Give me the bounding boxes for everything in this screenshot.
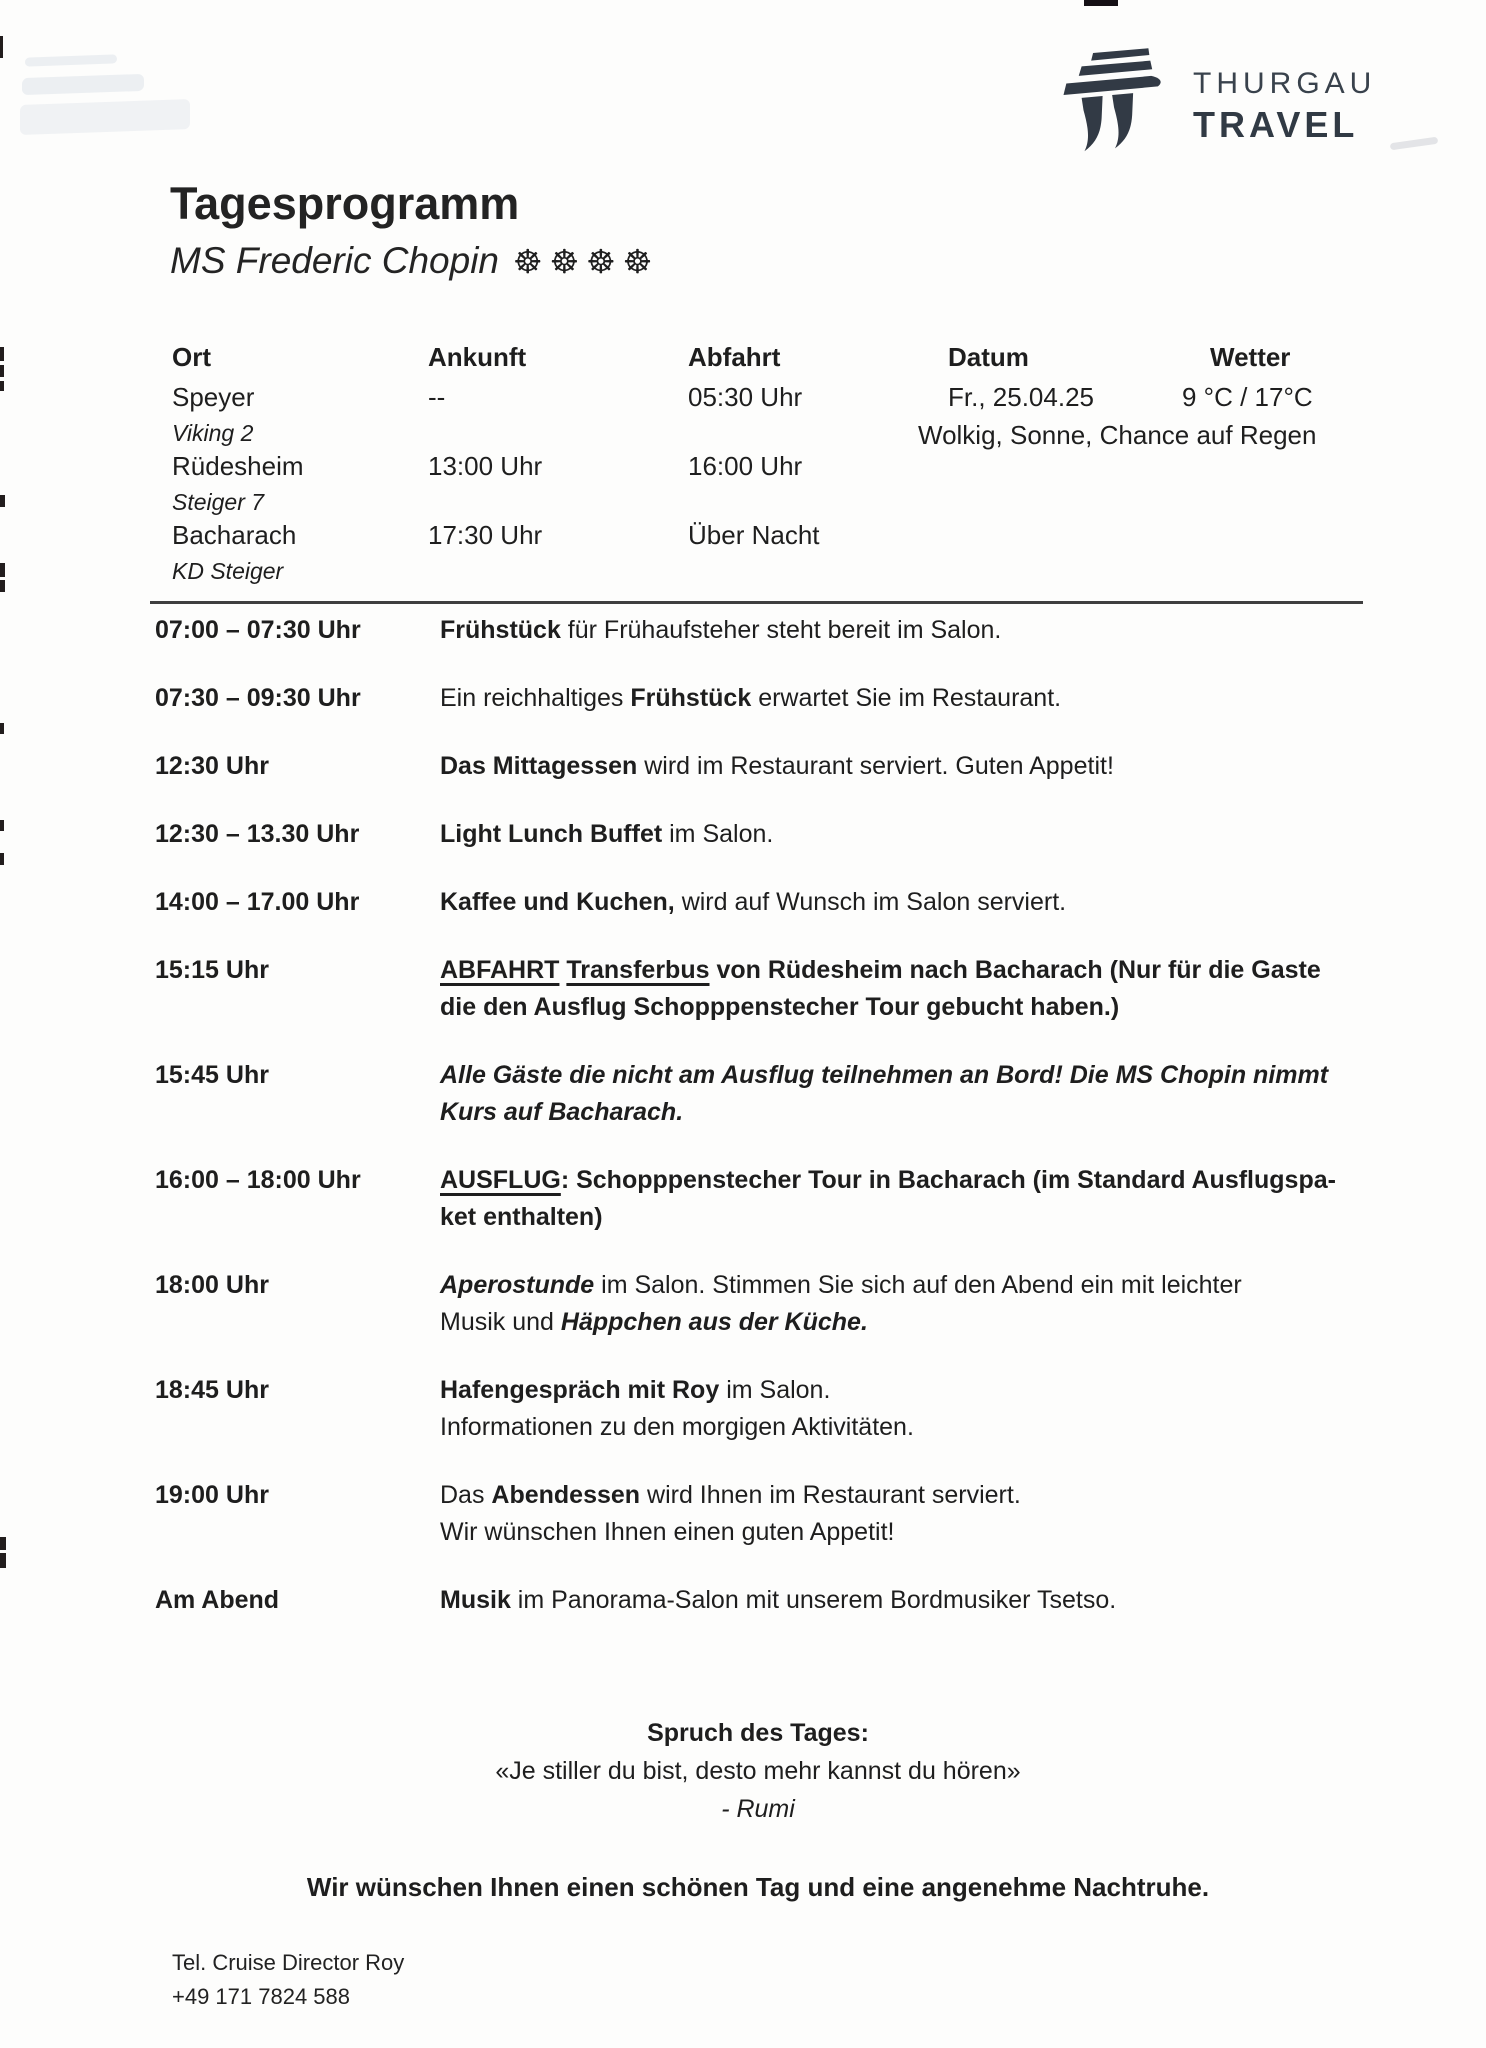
schedule-time: 12:30 Uhr [155,752,269,780]
quote-heading: Spruch des Tages: [647,1719,869,1747]
column-header-ort: Ort [172,342,211,372]
schedule-text-segment: wird Ihnen im Restaurant serviert. [640,1481,1021,1509]
itinerary-cell-ort: Rüdesheim [172,451,304,481]
schedule-text-segment: Alle Gäste die nicht am Ausflug teilnehmen an Bord! Die MS Chopin nimmt [440,1061,1329,1089]
schedule-description [440,816,1385,853]
schedule-text-segment: von Rüdesheim nach Bacharach (Nur für die Gaste [709,956,1321,984]
schedule-text-segment: Abendessen [491,1481,641,1509]
itinerary-subrow [172,420,1422,451]
schedule-time: 16:00 – 18:00 Uhr [155,1166,361,1194]
schedule-description [440,612,1385,649]
binder-mark [0,36,3,58]
schedule-text-segment: Musik und [440,1308,561,1336]
column-header-datum: Datum [948,342,1029,372]
schedule-entry [155,612,1405,649]
schedule-text-segment: ket enthalten) [440,1203,603,1231]
binder-mark [0,1553,6,1568]
schedule-text-segment: Kurs auf Bacharach. [440,1098,684,1126]
schedule-text-segment: im Panorama-Salon mit unserem Bordmusiker Tsetso. [510,1586,1117,1614]
schedule-list [155,612,1405,1650]
itinerary-cell-abfahrt: 16:00 Uhr [688,451,803,481]
schedule-time: 18:45 Uhr [155,1376,269,1404]
schedule-text-segment: im Salon. Stimmen Sie sich auf den Abend ein mit leichter [594,1271,1242,1299]
binder-mark [0,1537,6,1550]
itinerary-cell-ort: Speyer [172,382,255,412]
itinerary-cell-abfahrt: 05:30 Uhr [688,382,803,412]
contact-phone: +49 171 7824 588 [172,1984,351,2009]
schedule-time: 15:45 Uhr [155,1061,269,1089]
schedule-entry [155,952,1405,1026]
column-header-wetter: Wetter [1210,342,1291,372]
schedule-text-segment: Wir wünschen Ihnen einen guten Appetit! [440,1518,895,1546]
binder-mark [0,563,5,577]
section-divider [150,601,1363,604]
itinerary-cell-abfahrt: Über Nacht [688,520,820,550]
schedule-text-segment: Frühstück [440,616,561,644]
closing-wish: Wir wünschen Ihnen einen schönen Tag und eine angenehme Nachtruhe. [306,1872,1210,1902]
schedule-text-segment: Hafengespräch mit Roy [440,1376,720,1404]
schedule-time: 19:00 Uhr [155,1481,269,1509]
ship-name [170,240,659,282]
schedule-text-segment: Light Lunch Buffet [440,820,663,848]
itinerary-cell-wetter: 9 °C / 17°C [1182,382,1313,412]
schedule-entry [155,1267,1405,1341]
binder-mark [0,495,5,507]
itinerary-subrow [172,489,1422,520]
schedule-entry [155,884,1405,921]
binder-mark [0,381,4,391]
scan-smudge [20,99,190,135]
brand-wordmark [1193,65,1376,147]
schedule-time: 07:30 – 09:30 Uhr [155,684,361,712]
schedule-text-segment: Informationen zu den morgigen Aktivitäten. [440,1413,914,1441]
thurgau-travel-logo [1053,48,1376,163]
itinerary-pier: Viking 2 [172,420,254,446]
itinerary-cell-datum: Fr., 25.04.25 [948,382,1094,412]
ship-name-text: MS Frederic Chopin [170,240,500,281]
schedule-text-segment: ABFAHRT [440,956,560,984]
schedule-text-segment: Ein reichhaltiges [440,684,631,712]
schedule-text-segment: Frühstück [630,684,752,712]
schedule-text-segment: Häppchen aus der Küche. [560,1308,868,1336]
schedule-entry [155,1057,1405,1131]
binder-mark [0,580,5,592]
schedule-text-segment: Transferbus [566,956,710,984]
schedule-text-segment: wird im Restaurant serviert. Guten Appetit! [637,752,1114,780]
itinerary-row [172,382,1422,420]
schedule-entry [155,680,1405,717]
scan-smudge [25,54,117,66]
binder-mark [0,723,4,734]
quote-of-the-day [163,1714,1353,1828]
schedule-description [440,680,1385,717]
schedule-text-segment: für Frühaufsteher steht bereit im Salon. [560,616,1002,644]
ship-wheel-rating-icons: ☸☸☸☸ [513,242,660,281]
ship-tt-logo-icon [1053,48,1177,163]
schedule-description [440,1477,1385,1551]
column-header-abfahrt: Abfahrt [688,342,781,372]
schedule-text-segment: AUSFLUG [440,1166,561,1194]
binder-mark [0,820,4,831]
contact-footer [172,1946,404,2014]
schedule-time: 18:00 Uhr [155,1271,269,1299]
quote-attribution: - Rumi [721,1795,795,1823]
schedule-description [440,952,1385,1026]
schedule-time: Am Abend [155,1586,280,1614]
itinerary-row [172,451,1422,489]
itinerary-cell-ankunft: 17:30 Uhr [428,520,543,550]
itinerary-header-row [172,342,1422,382]
schedule-description [440,1162,1385,1236]
schedule-text-segment: im Salon. [662,820,774,848]
scan-smudge [22,74,144,95]
schedule-text-segment: : Schopppenstecher Tour in Bacharach (im Standard Ausflugspa- [560,1166,1336,1194]
weather-note: Wolkig, Sonne, Chance auf Regen [918,420,1317,450]
quote-text: «Je stiller du bist, desto mehr kannst du hören» [495,1757,1021,1785]
schedule-entry [155,1582,1405,1619]
schedule-text-segment: Aperostunde [440,1271,595,1299]
schedule-entry [155,748,1405,785]
scan-smudge [1390,137,1439,151]
schedule-time: 07:00 – 07:30 Uhr [155,616,361,644]
schedule-entry [155,1372,1405,1446]
schedule-text-segment: Das [440,1481,492,1509]
itinerary-pier: Steiger 7 [172,489,265,515]
binder-mark [0,853,4,865]
itinerary-pier: KD Steiger [172,558,284,584]
page-title: Tagesprogramm [170,178,520,229]
itinerary-subrow [172,558,1422,589]
brand-line-thurgau: THURGAU [1193,66,1377,100]
scan-edge-mark [1084,0,1118,6]
schedule-entry [155,1162,1405,1236]
schedule-description [440,1267,1385,1341]
itinerary-cell-ankunft: -- [428,382,446,412]
schedule-entry [155,816,1405,853]
schedule-description [440,1057,1385,1131]
schedule-text-segment: Kaffee und Kuchen, [440,888,675,916]
schedule-text-segment: Das Mittagessen [440,752,638,780]
schedule-time: 12:30 – 13.30 Uhr [155,820,360,848]
contact-label: Tel. Cruise Director Roy [172,1950,405,1975]
schedule-text-segment: erwartet Sie im Restaurant. [751,684,1062,712]
schedule-description [440,1582,1385,1619]
schedule-time: 14:00 – 17.00 Uhr [155,888,360,916]
binder-mark [0,347,4,361]
schedule-description [440,884,1385,921]
itinerary-table [172,342,1422,589]
schedule-description [440,748,1385,785]
brand-line-travel: TRAVEL [1193,103,1359,145]
schedule-text-segment: wird auf Wunsch im Salon serviert. [674,888,1067,916]
schedule-text-segment: Musik [440,1586,511,1614]
schedule-text-segment: im Salon. [719,1376,831,1404]
itinerary-cell-ankunft: 13:00 Uhr [428,451,543,481]
itinerary-row [172,520,1422,558]
binder-mark [0,365,4,377]
schedule-text-segment: die den Ausflug Schopppenstecher Tour gebucht haben.) [440,993,1120,1021]
schedule-entry [155,1477,1405,1551]
schedule-time: 15:15 Uhr [155,956,269,984]
column-header-ankunft: Ankunft [428,342,527,372]
schedule-description [440,1372,1385,1446]
itinerary-cell-ort: Bacharach [172,520,297,550]
